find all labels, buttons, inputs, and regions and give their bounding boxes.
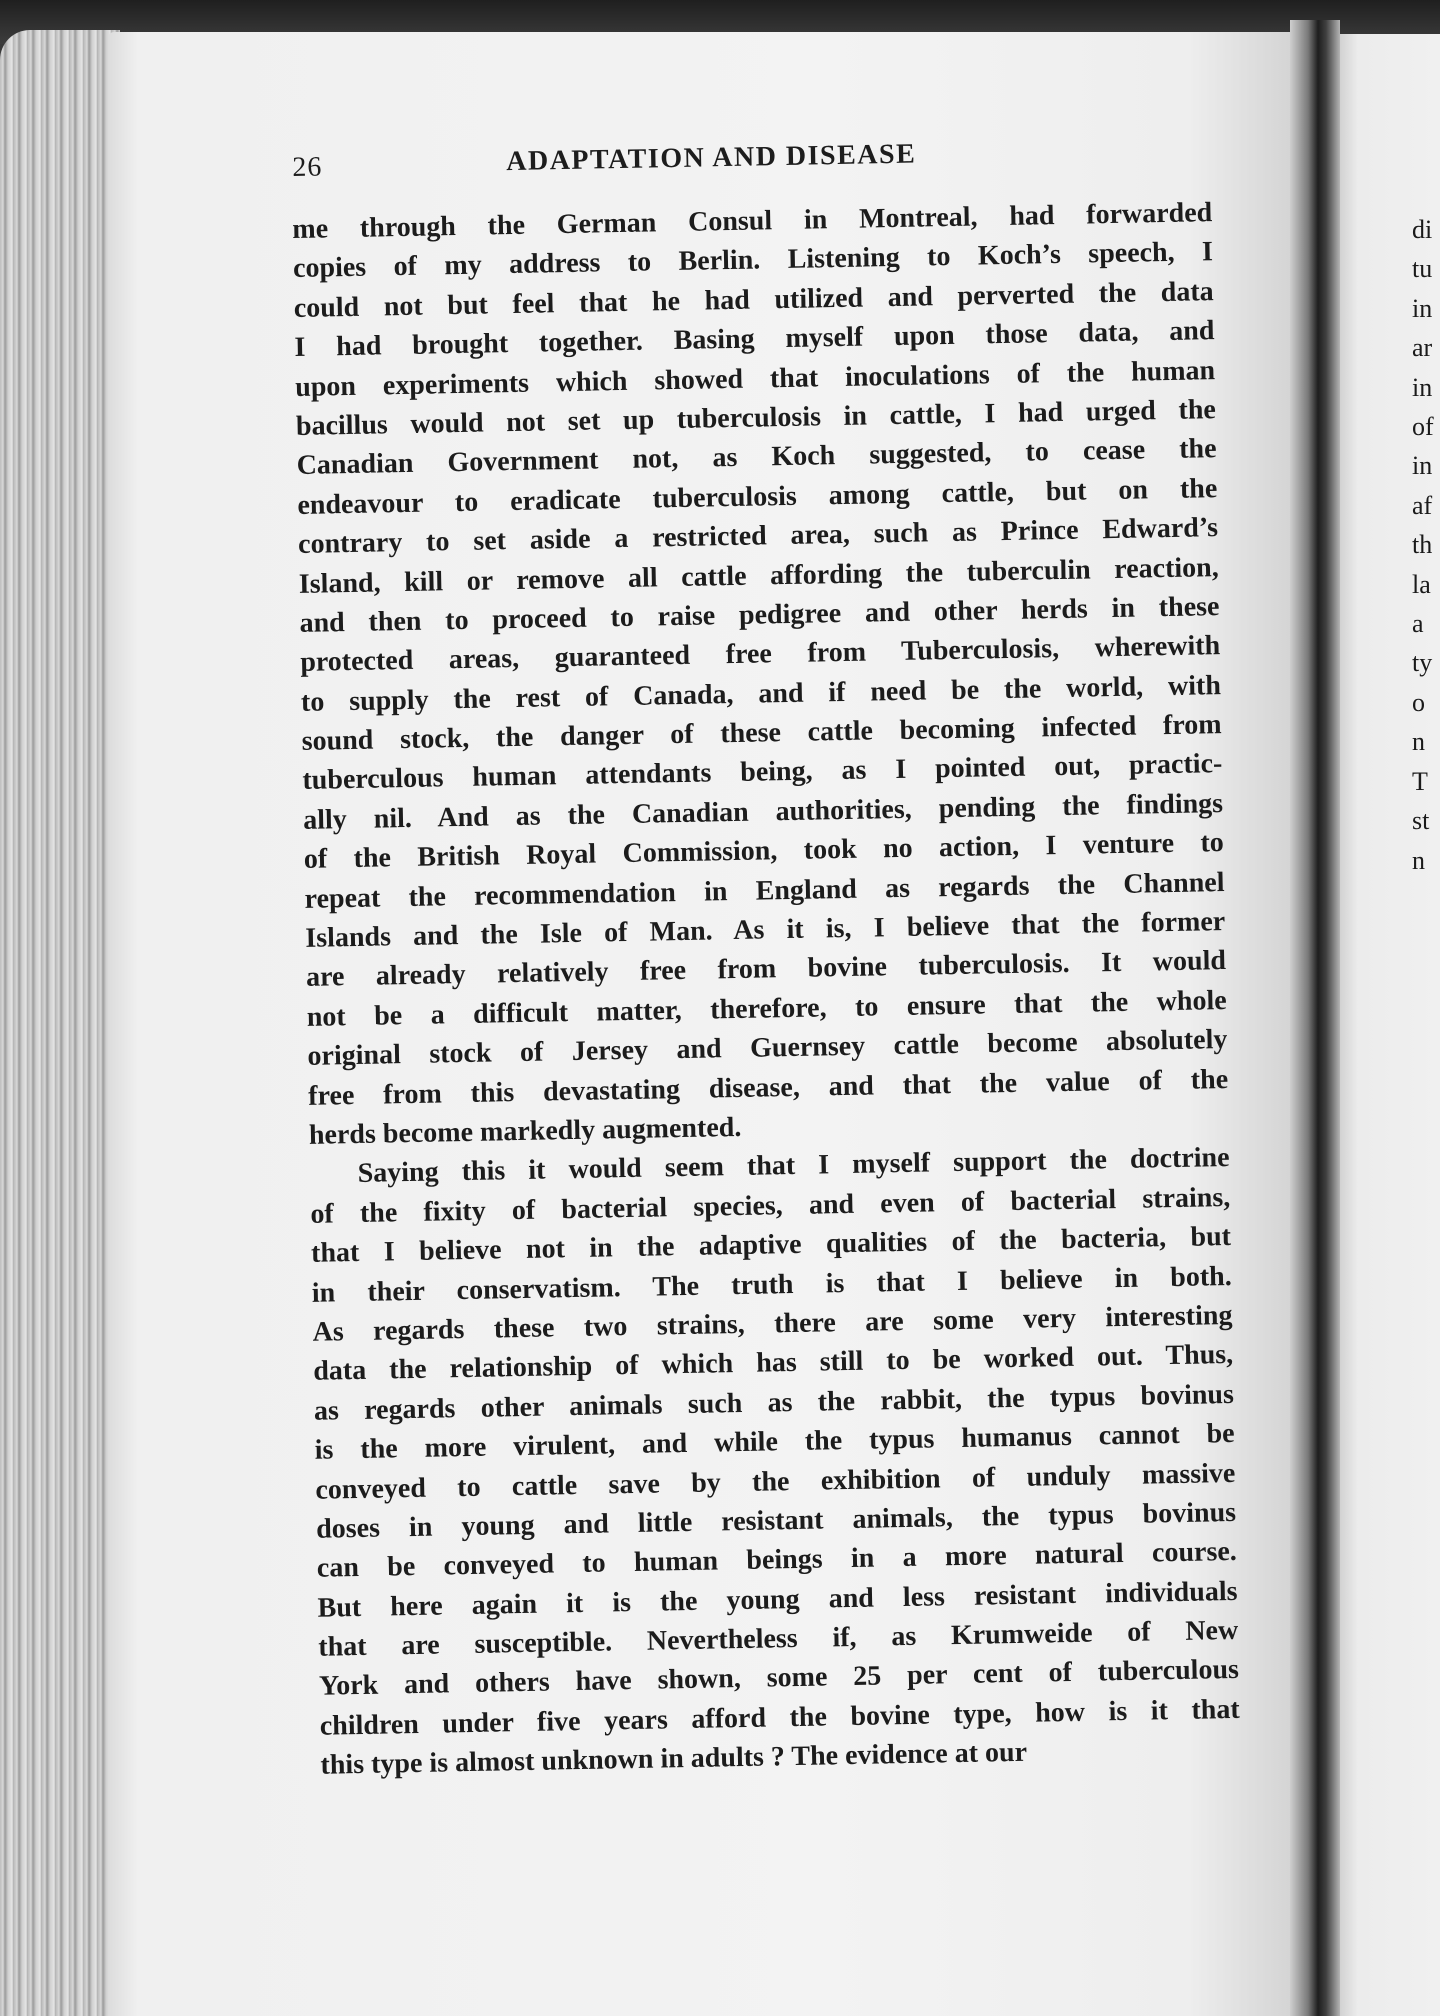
text-line: Island, kill or remove all cattle affording the tuberculin reaction, bbox=[298, 551, 1219, 600]
text-line: contrary to set aside a restricted area, such as Prince Edward’s bbox=[297, 512, 1219, 561]
facing-page-fragment: of bbox=[1412, 412, 1434, 442]
text-line: of the fixity of bacterial species, and even of bacterial strains, bbox=[310, 1181, 1231, 1230]
text-line: not be a difficult matter, therefore, to ensure that the whole bbox=[306, 984, 1227, 1033]
facing-page-fragment: in bbox=[1412, 451, 1433, 481]
text-line: bacillus would not set up tuberculosis in cattle, I had urged the bbox=[295, 394, 1217, 442]
paragraph bbox=[292, 193, 1229, 1155]
facing-page-fragment: di bbox=[1412, 215, 1433, 244]
text-line: upon experiments which showed that inoculations of the human bbox=[294, 354, 1216, 403]
text-line: children under five years afford the bovine type, how is it that bbox=[319, 1693, 1240, 1742]
facing-page-fragment: st bbox=[1412, 806, 1430, 836]
facing-page-fragment: in bbox=[1412, 293, 1433, 323]
text-line: data the relationship of which has still to be worked out. Thus, bbox=[313, 1339, 1234, 1388]
book-gutter bbox=[1290, 20, 1340, 2016]
text-line: ally nil. And as the Canadian authorities, pending the findings bbox=[302, 787, 1224, 836]
text-line: conveyed to cattle save by the exhibition of unduly massive bbox=[315, 1457, 1236, 1506]
text-line: to supply the rest of Canada, and if need be the world, with bbox=[300, 669, 1222, 718]
facing-page-fragment: af bbox=[1412, 490, 1433, 520]
text-line: of the British Royal Commission, took no action, I venture to bbox=[303, 827, 1225, 876]
text-line: I had brought together. Basing myself upon those data, and bbox=[294, 315, 1215, 364]
text-line: me through the German Consul in Montreal, had forwarded bbox=[292, 197, 1213, 245]
text-line: York and others have shown, some 25 per cent of tuberculous bbox=[318, 1654, 1240, 1703]
facing-page-fragment: ty bbox=[1412, 648, 1433, 678]
body-text bbox=[292, 193, 1241, 1785]
running-head: ADAPTATION AND DISEASE bbox=[505, 138, 917, 178]
text-line: copies of my address to Berlin. Listening to Koch’s speech, I bbox=[292, 236, 1214, 285]
facing-page-fragment: n bbox=[1412, 727, 1425, 757]
text-line: doses in young and little resistant animals, the typus bovinus bbox=[315, 1496, 1237, 1545]
text-line: endeavour to eradicate tuberculosis among cattle, but on the bbox=[297, 472, 1218, 521]
text-line: are already relatively free from bovine tuberculosis. It would bbox=[305, 945, 1227, 994]
text-line: free from this devastating disease, and that the value of the bbox=[307, 1063, 1229, 1112]
facing-page-fragment: ar bbox=[1412, 333, 1433, 363]
facing-page-fragment: in bbox=[1412, 372, 1433, 402]
text-line: But here again it is the young and less resistant individuals bbox=[317, 1575, 1238, 1624]
text-line: in their conservatism. The truth is that I believe in both. bbox=[311, 1260, 1232, 1309]
text-line: sound stock, the danger of these cattle becoming infected from bbox=[301, 709, 1222, 757]
page-edges bbox=[0, 30, 120, 2016]
text-line: Islands and the Isle of Man. As it is, I believe that the former bbox=[305, 906, 1226, 954]
text-line: this type is almost unknown in adults ? The evidence at our bbox=[320, 1737, 1028, 1781]
text-line: is the more virulent, and while the typus humanus cannot be bbox=[314, 1418, 1235, 1466]
page-number: 26 bbox=[292, 151, 323, 183]
text-line: Canadian Government not, as Koch suggested, to cease the bbox=[296, 433, 1217, 482]
text-line: protected areas, guaranteed free from Tuberculosis, wherewith bbox=[300, 630, 1221, 679]
text-line: can be conveyed to human beings in a more natural course. bbox=[316, 1536, 1238, 1585]
text-line: As regards these two strains, there are some very interesting bbox=[312, 1299, 1233, 1348]
text-line: and then to proceed to raise pedigree and other herds in these bbox=[299, 590, 1220, 639]
facing-page-fragments bbox=[1412, 210, 1440, 880]
facing-page-fragment: tu bbox=[1412, 254, 1433, 284]
facing-page-fragment: o bbox=[1412, 687, 1425, 717]
facing-page-fragment: th bbox=[1412, 530, 1433, 560]
facing-page-fragment: la bbox=[1412, 569, 1431, 599]
facing-page-fragment: T bbox=[1412, 766, 1428, 796]
text-line: as regards other animals such as the rabbit, the typus bovinus bbox=[313, 1378, 1235, 1427]
text-line: Saying this it would seem that I myself support the doctrine bbox=[357, 1142, 1230, 1190]
text-line: repeat the recommendation in England as regards the Channel bbox=[304, 866, 1225, 915]
text-line: original stock of Jersey and Guernsey cattle become absolutely bbox=[307, 1024, 1228, 1073]
facing-page-fragment: a bbox=[1412, 609, 1424, 639]
text-line: herds become markedly augmented. bbox=[308, 1111, 742, 1151]
text-line: could not but feel that he had utilized and perverted the data bbox=[293, 275, 1214, 324]
text-line: tuberculous human attendants being, as I pointed out, practic- bbox=[302, 748, 1223, 797]
facing-page-fragment: n bbox=[1412, 845, 1425, 875]
paragraph bbox=[309, 1138, 1240, 1785]
text-line: that are susceptible. Nevertheless if, as Krumweide of New bbox=[318, 1614, 1239, 1663]
text-line: that I believe not in the adaptive qualities of the bacteria, but bbox=[310, 1221, 1232, 1269]
